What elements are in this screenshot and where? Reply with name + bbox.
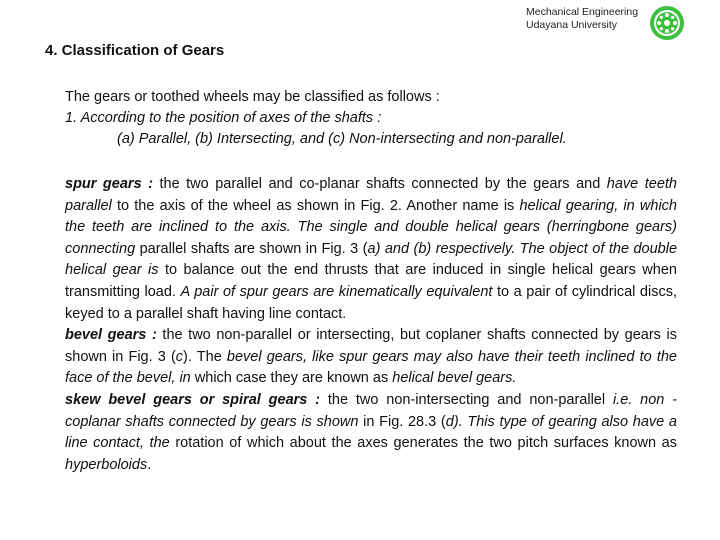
body-text xyxy=(65,174,677,476)
paragraph-spur-gears: spur gears : the two parallel and co-planar shafts connected by the gears and have teeth parallel to the axis of the wheel as shown in Fig. 2. Another name is helical gearing, in which the teeth are inclined to the axis. The single and double helical gears (herringbone gears) connecting parallel shafts are shown in Fig. 3 (a) and (b) respectively. The object of the double helical gear is to balance out the end thrusts that are induced in single helical gears when transmitting load. A pair of spur gears are kinematically equivalent to a pair of cylindrical discs, keyed to a parallel shaft having line contact. xyxy=(65,176,678,322)
term-spur-gears: spur gears : xyxy=(65,176,153,192)
header-institution xyxy=(526,6,656,32)
term-bevel-gears: bevel gears : xyxy=(65,327,157,344)
section-title: 4. Classification of Gears xyxy=(45,42,225,59)
paragraph-skew-gears: skew bevel gears or spiral gears : the two non-intersecting and non-parallel i.e. non -coplanar shafts connected by gears is shown in Fig. 28.3 (d). This type of gearing also have a line contact, the rotation of which about the axes generates the two pitch surfaces known as hyperboloids. xyxy=(65,391,677,473)
university-seal-icon xyxy=(649,5,685,41)
intro-line: The gears or toothed wheels may be classified as follows : xyxy=(65,89,440,105)
header-department: Mechanical Engineering xyxy=(526,6,639,18)
header-university: Udayana University xyxy=(526,19,618,31)
intro-options: (a) Parallel, (b) Intersecting, and (c) Non-intersecting and non-parallel. xyxy=(117,131,567,147)
term-skew-gears: skew bevel gears or spiral gears : xyxy=(65,391,321,408)
intro-criterion: 1. According to the position of axes of the shafts : xyxy=(65,110,382,126)
paragraph-bevel-gears: bevel gears : the two non-parallel or intersecting, but coplaner shafts connected by gears is shown in Fig. 3 (c). The bevel gears, like spur gears may also have their teeth inclined to the face of the bevel, in which case they are known as helical bevel gears. xyxy=(65,327,678,387)
intro-block xyxy=(65,87,665,150)
